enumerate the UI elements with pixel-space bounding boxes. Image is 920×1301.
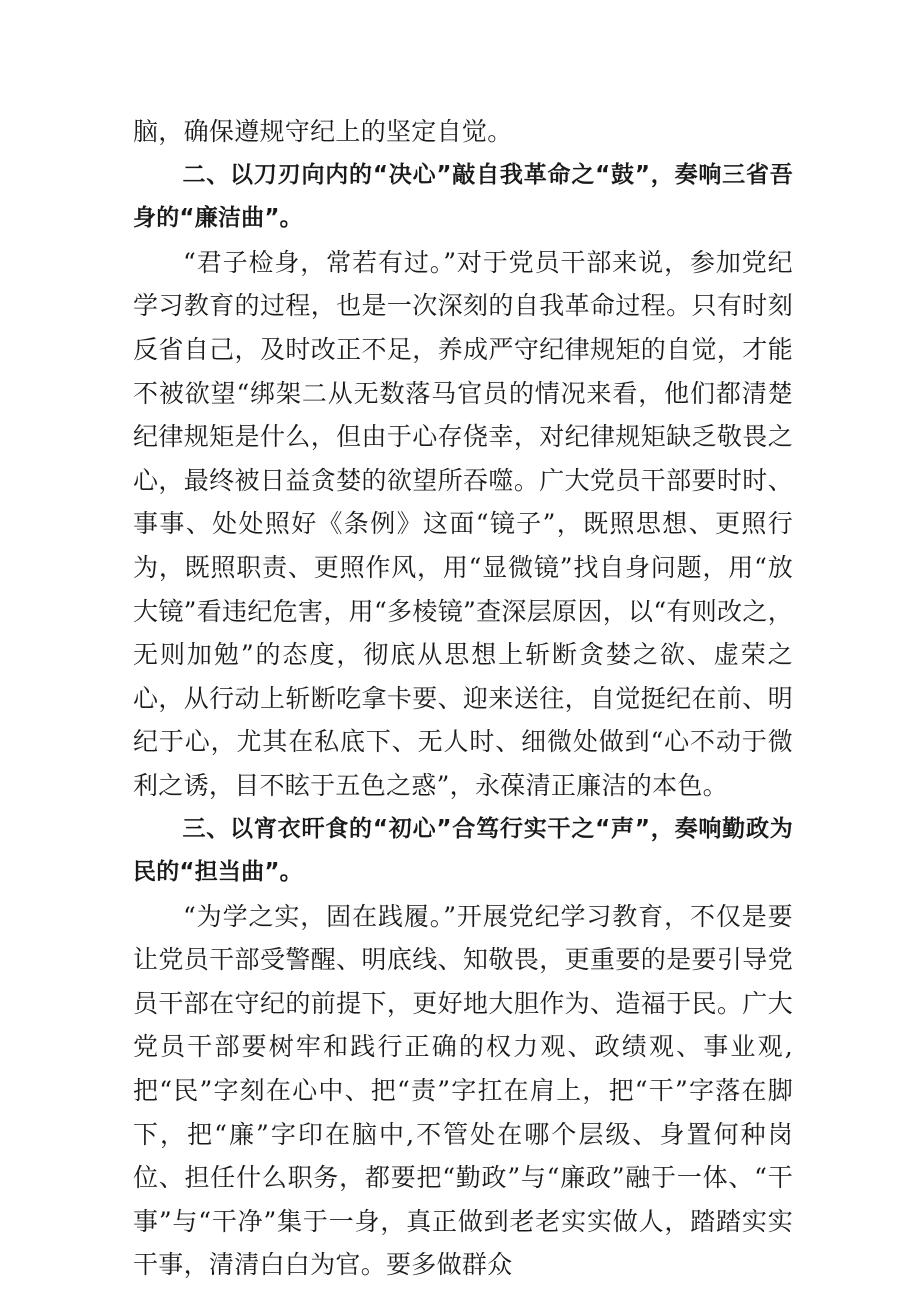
section-heading-three: 三、以宵衣旰食的“初心”合笃行实干之“声”，奏响勤政为民的“担当曲”。 — [133, 815, 793, 886]
paragraph-self-revolution: “君子检身，常若有过。”对于党员干部来说，参加党纪学习教育的过程，也是一次深刻的自我革命过程。只有时刻反省自己，及时改正不足，养成严守纪律规矩的自觉，才能不被欲望“绑架二从无数落马官员的情况来看，他们都清楚纪律规矩是什么，但由于心存侥幸，对纪律规矩缺乏敬畏之心，最终被日益贪婪的欲望所吞噬。广大党员干部要时时、事事、处处照好《条例》这面“镜子”，既照思想、更照行为，既照职责、更照作风，用“显微镜”找自身问题，用“放大镜”看违纪危害，用“多棱镜”查深层原因，以“有则改之，无则加勉”的态度，彻底从思想上斩断贪婪之欲、虚荣之心，从行动上斩断吃拿卡要、迎来送往，自觉挺纪在前、明纪于心，尤其在私底下、无人时、细微处做到“心不动于微利之诱，目不眩于五色之惑”，永葆清正廉洁的本色。 — [133, 247, 793, 800]
document-body — [133, 110, 793, 1287]
paragraph-diligent-governance: “为学之实，固在践履。”开展党纪学习教育，不仅是要让党员干部受警醒、明底线、知敬畏，更重要的是要引导党员干部在守纪的前提下，更好地大胆作为、造福于民。广大党员干部要树牢和践行正确的权力观、政绩观、事业观,把“民”字刻在心中、把“责”字扛在肩上，把“干”字落在脚下，把“廉”字印在脑中,不管处在哪个层级、身置何种岗位、担任什么职务，都要把“勤政”与“廉政”融于一体、“干事”与“干净”集于一身，真正做到老老实实做人，踏踏实实干事，清清白白为官。要多做群众 — [133, 901, 793, 1280]
section-heading-two: 二、以刀刃向内的“决心”敲自我革命之“鼓”，奏响三省吾身的“廉洁曲”。 — [133, 161, 793, 232]
paragraph-continuation: 脑，确保遵规守纪上的坚定自觉。 — [133, 117, 513, 146]
